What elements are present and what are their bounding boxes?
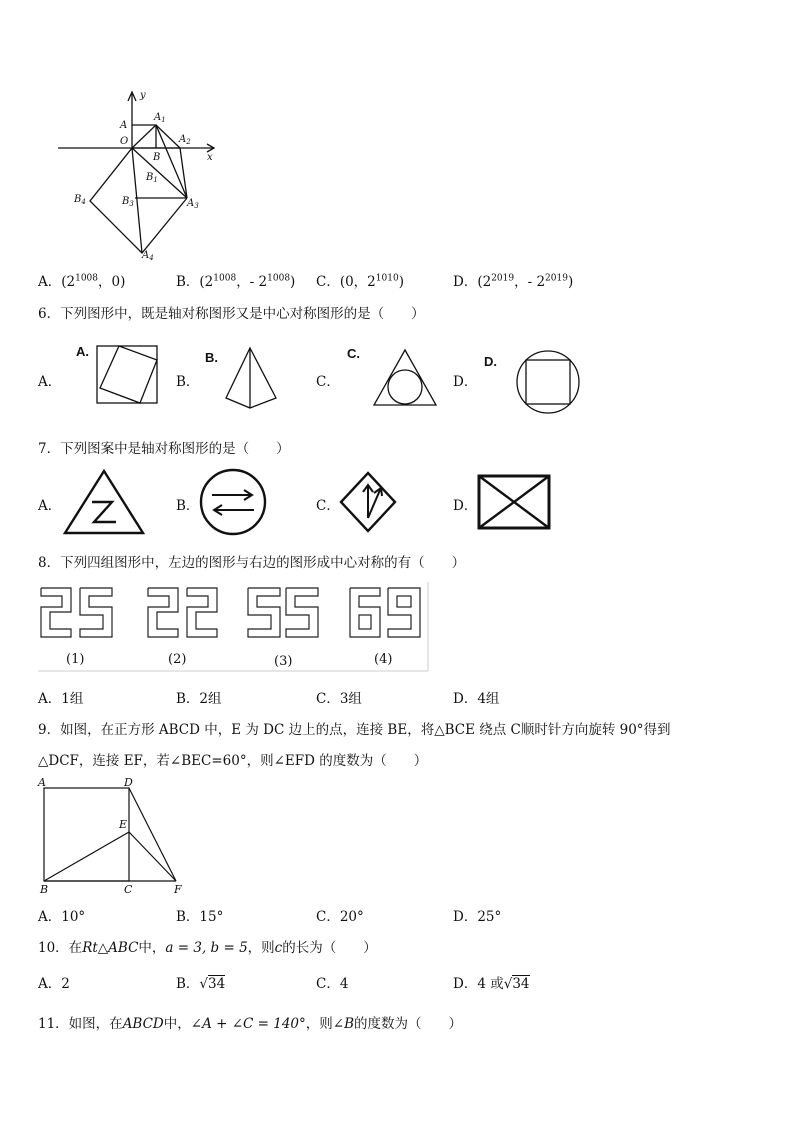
- q6-fig-letter-a: A.: [76, 344, 89, 359]
- q6-figure-a: [94, 344, 162, 406]
- label-y: y: [140, 90, 146, 101]
- q6-figure-b: [224, 346, 280, 410]
- q8-option-a[interactable]: A．1组: [38, 691, 84, 707]
- q6-option-d[interactable]: D．: [453, 374, 478, 390]
- q8-caption-3: (3): [274, 654, 293, 669]
- q6-figure-d: [514, 350, 582, 414]
- label-A4: A: [142, 250, 150, 260]
- q5-option-a[interactable]: A．($2^{1008}$，0): [38, 273, 126, 290]
- q7-figure-d: [477, 474, 551, 530]
- q8-option-c[interactable]: C．3组: [316, 691, 362, 707]
- q9-question-line2: △DCF，连接 EF，若∠BEC=60°，则∠EFD 的度数为（ ）: [38, 753, 428, 769]
- q10-option-b[interactable]: B．√34: [176, 976, 226, 992]
- svg-text:A2: $A_2$: [179, 134, 191, 146]
- q7-option-b[interactable]: B．: [176, 498, 200, 514]
- svg-text:B4: $B_4$: [74, 194, 86, 206]
- q10-option-c[interactable]: C．4: [316, 976, 349, 992]
- q7-option-a[interactable]: A．: [38, 498, 62, 514]
- q9-option-b[interactable]: B．15°: [176, 909, 224, 925]
- q8-question: 8．下列四组图形中，左边的图形与右边的图形成中心对称的有（ ）: [38, 555, 466, 571]
- label-C: C: [124, 883, 133, 896]
- label-B4: B: [74, 194, 82, 205]
- q8-figure: [36, 582, 430, 674]
- svg-text:B3: $B_3$: [122, 196, 134, 208]
- q10-question: 10．在Rt△ABC中，a = 3, b = 5，则c的长为（ ）: [38, 940, 377, 956]
- q7-question: 7．下列图案中是轴对称图形的是（ ）: [38, 441, 290, 457]
- q9-figure: [36, 774, 186, 896]
- label-x: x: [207, 152, 213, 163]
- q5-option-b[interactable]: B．($2^{1008}$，- $2^{1008}$): [176, 273, 296, 290]
- label-B: B: [153, 152, 161, 163]
- q10-option-a[interactable]: A．2: [38, 976, 70, 992]
- label-A3: A: [187, 198, 195, 209]
- label-E: E: [119, 818, 128, 831]
- q6-fig-letter-b: B.: [205, 350, 218, 365]
- svg-text:A4: $A_4$: [142, 250, 154, 260]
- q6-figure-c: [372, 348, 438, 408]
- svg-text:A3: $A_3$: [187, 198, 199, 210]
- q10-option-d[interactable]: D．4 或√34: [453, 976, 530, 992]
- q7-option-c[interactable]: C．: [316, 498, 340, 514]
- q7-figure-b: [198, 468, 268, 536]
- q5-option-c[interactable]: C．(0，$2^{1010}$): [316, 273, 404, 290]
- label-A1: A: [154, 112, 162, 123]
- label-B1: B: [146, 172, 154, 183]
- label-B3: B: [122, 196, 130, 207]
- label-A: A: [120, 120, 128, 131]
- label-D: D: [124, 776, 133, 789]
- q6-option-a[interactable]: A．: [38, 374, 62, 390]
- label-A2: A: [179, 134, 187, 145]
- label-O: O: [120, 136, 129, 147]
- q6-fig-letter-d: D.: [484, 354, 497, 369]
- label-B: B: [40, 883, 49, 896]
- q8-option-d[interactable]: D．4组: [453, 691, 500, 707]
- q6-option-b[interactable]: B．: [176, 374, 200, 390]
- q9-question-line1: 9．如图，在正方形 ABCD 中，E 为 DC 边上的点，连接 BE，将△BCE 绕点 C顺时针方向旋转 90°得到: [38, 722, 671, 738]
- q6-question: 6．下列图形中，既是轴对称图形又是中心对称图形的是（ ）: [38, 306, 425, 322]
- q8-caption-4: (4): [374, 652, 393, 667]
- q9-option-a[interactable]: A．10°: [38, 909, 86, 925]
- svg-text:B1: $B_1$: [146, 172, 158, 184]
- q7-figure-c: [338, 470, 398, 534]
- q8-caption-2: (2): [168, 652, 187, 667]
- q11-question: 11．如图，在ABCD中，∠A + ∠C = 140°，则∠B的度数为（ ）: [38, 1016, 463, 1032]
- q6-fig-letter-c: C.: [347, 346, 360, 361]
- q8-option-b[interactable]: B．2组: [176, 691, 222, 707]
- q9-option-d[interactable]: D．25°: [453, 909, 502, 925]
- q7-figure-a: [62, 468, 146, 536]
- q5-option-d[interactable]: D．($2^{2019}$，- $2^{2019}$): [453, 273, 574, 290]
- q9-option-c[interactable]: C．20°: [316, 909, 364, 925]
- q5-figure: [56, 88, 221, 260]
- q7-option-d[interactable]: D．: [453, 498, 478, 514]
- q8-caption-1: (1): [66, 652, 85, 667]
- label-F: F: [174, 883, 182, 896]
- svg-text:A1: $A_1$: [154, 112, 166, 124]
- label-A: A: [38, 776, 46, 789]
- q6-option-c[interactable]: C．: [316, 374, 340, 390]
